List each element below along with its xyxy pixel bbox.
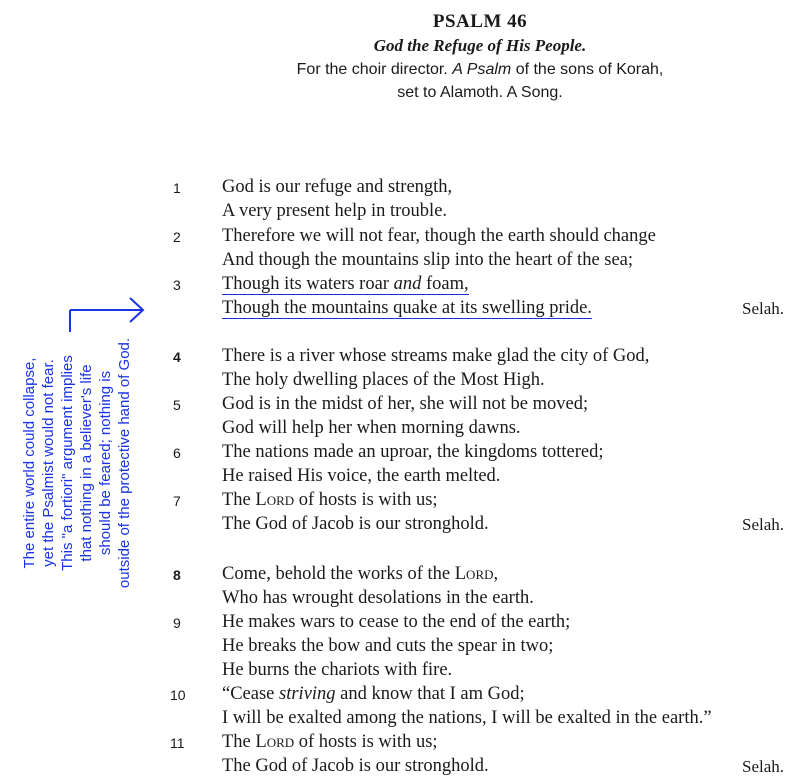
- verse-line: God will help her when morning dawns.: [222, 418, 521, 438]
- line-text: of hosts is with us;: [294, 732, 438, 752]
- line-text: The: [222, 732, 256, 752]
- line-text: The: [222, 490, 256, 510]
- verse-line: He raised His voice, the earth melted.: [222, 466, 501, 486]
- verse-number: 3: [173, 277, 181, 293]
- verse-line: He breaks the bow and cuts the spear in two;: [222, 636, 554, 656]
- superscription-italic: A Psalm: [452, 61, 512, 78]
- superscription-line-2: set to Alamoth. A Song.: [397, 84, 563, 101]
- verse-number: 2: [173, 229, 181, 245]
- lord-smallcaps: Lord: [255, 490, 295, 510]
- verse-line: I will be exalted among the nations, I will be exalted in the earth.”: [222, 708, 712, 728]
- margin-annotation: [20, 303, 140, 623]
- annotation-line: This "a fortiori" argument implies: [59, 355, 76, 571]
- line-text: Though its waters roar: [222, 274, 394, 294]
- verse-number: 4: [173, 349, 181, 365]
- lord-smallcaps: Lord: [255, 732, 295, 752]
- annotation-line: that nothing in a believer's life: [78, 364, 95, 562]
- line-text: Come, behold the works of the: [222, 564, 455, 584]
- verse-line: The God of Jacob is our stronghold.: [222, 514, 489, 534]
- line-italic: striving: [279, 684, 336, 704]
- verse-line: He burns the chariots with fire.: [222, 660, 453, 680]
- verse-line: Who has wrought desolations in the earth.: [222, 588, 534, 608]
- verse-line: A very present help in trouble.: [222, 201, 448, 221]
- superscription-text: For the choir director.: [296, 61, 453, 78]
- verse-number: 9: [173, 615, 181, 631]
- superscription-text: of the sons of Korah,: [511, 61, 664, 78]
- selah-mark: Selah.: [742, 757, 785, 776]
- verse-number: 6: [173, 445, 181, 461]
- verse-line: God is our refuge and strength,: [222, 177, 453, 197]
- verse-line: The holy dwelling places of the Most High.: [222, 370, 545, 390]
- verse-line: Therefore we will not fear, though the earth should change: [222, 226, 656, 246]
- annotation-line: outside of the protective hand of God.: [116, 337, 133, 589]
- verse-line: The nations made an uproar, the kingdoms tottered;: [222, 442, 604, 462]
- line-text: foam,: [421, 274, 469, 294]
- selah-mark: Selah.: [742, 515, 785, 534]
- verse-number: 10: [170, 687, 186, 703]
- verse-line: There is a river whose streams make glad the city of God,: [222, 346, 650, 366]
- verse-number: 7: [173, 493, 181, 509]
- verse-number: 11: [170, 735, 185, 751]
- line-text: and know that I am God;: [335, 684, 525, 704]
- verse-number: 8: [173, 567, 181, 583]
- line-italic: and: [393, 274, 422, 294]
- verse-number: 5: [173, 397, 181, 413]
- underline-mark: Though the mountains quake at its swelling pride.: [222, 298, 592, 318]
- verse-number: 1: [173, 180, 181, 196]
- line-text: “Cease: [222, 684, 280, 704]
- annotation-line: should be feared; nothing is: [97, 370, 114, 556]
- lord-smallcaps: Lord: [454, 564, 494, 584]
- annotation-line: The entire world could collapse,: [21, 357, 38, 569]
- line-text: of hosts is with us;: [294, 490, 438, 510]
- verse-line: He makes wars to cease to the end of the earth;: [222, 612, 571, 632]
- verse-line: God is in the midst of her, she will not be moved;: [222, 394, 589, 414]
- annotation-line: yet the Psalmist would not fear.: [40, 359, 57, 567]
- line-text: ,: [493, 564, 499, 584]
- verse-line: And though the mountains slip into the heart of the sea;: [222, 250, 634, 270]
- selah-mark: Selah.: [742, 299, 785, 318]
- psalm-title: PSALM 46: [432, 11, 528, 32]
- verse-line: The God of Jacob is our stronghold.: [222, 756, 489, 776]
- psalm-subtitle: God the Refuge of His People.: [373, 36, 587, 55]
